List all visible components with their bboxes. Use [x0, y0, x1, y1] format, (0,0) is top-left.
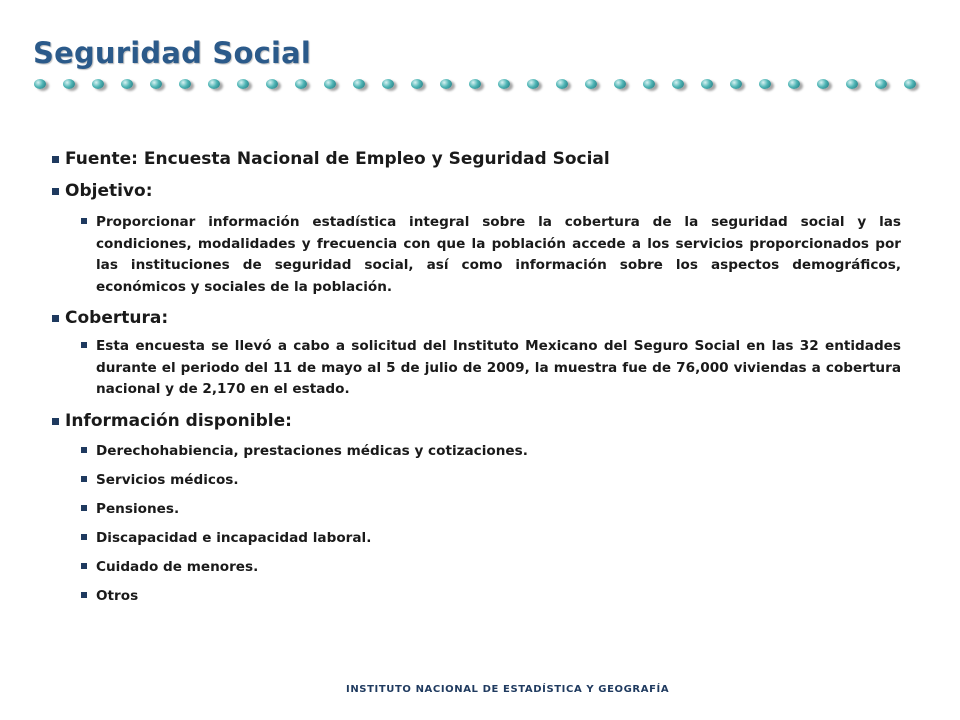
decorative-dot — [643, 79, 655, 89]
bullet-cobertura-heading: Cobertura: — [65, 308, 169, 328]
decorative-dot — [846, 79, 858, 89]
decorative-dot — [875, 79, 887, 89]
decorative-dot — [150, 79, 162, 89]
decorative-dot — [92, 79, 104, 89]
list-item — [81, 441, 901, 463]
decorative-dot — [788, 79, 800, 89]
square-bullet-icon — [81, 447, 87, 453]
decorative-dot — [208, 79, 220, 89]
square-bullet-icon — [81, 476, 87, 482]
list-item — [81, 470, 901, 492]
decorative-dot — [63, 79, 75, 89]
decorative-dot — [672, 79, 684, 89]
decorative-dot — [353, 79, 365, 89]
decorative-dot — [701, 79, 713, 89]
footer-institution: INSTITUTO NACIONAL DE ESTADÍSTICA Y GEOGRAFÍA — [346, 684, 670, 695]
bullet-informacion-heading: Información disponible: — [65, 411, 292, 431]
decorative-dot — [904, 79, 916, 89]
decorative-dot — [295, 79, 307, 89]
decorative-dot — [730, 79, 742, 89]
bullet-fuente — [52, 148, 912, 170]
square-bullet-icon — [81, 342, 87, 348]
bullet-objetivo-heading: Objetivo: — [65, 181, 153, 201]
sub-bullet-cobertura — [81, 336, 901, 401]
sub-bullet-objetivo — [81, 212, 901, 298]
decorative-dot — [498, 79, 510, 89]
informacion-item: Cuidado de menores. — [96, 559, 259, 575]
bullet-cobertura — [52, 307, 912, 329]
objetivo-description: Proporcionar información estadística integral sobre la cobertura de la seguridad social y las condiciones, modalidades y frecuencia con que la población accede a los servicios proporcionados por las instituciones de seguridad social, así como información sobre los aspectos demográficos, económicos y sociales de la población. — [96, 214, 901, 295]
informacion-item: Discapacidad e incapacidad laboral. — [96, 530, 372, 546]
cobertura-description: Esta encuesta se llevó a cabo a solicitud del Instituto Mexicano del Seguro Social en las 32 entidades durante el periodo del 11 de mayo al 5 de julio de 2009, la muestra fue de 76,000 viviendas a cobertura nacional y de 2,170 en el estado. — [96, 338, 901, 397]
decorative-dot — [237, 79, 249, 89]
list-item — [81, 499, 901, 521]
square-bullet-icon — [81, 505, 87, 511]
decorative-dot — [585, 79, 597, 89]
list-item — [81, 586, 901, 608]
square-bullet-icon — [81, 563, 87, 569]
decorative-dot — [440, 79, 452, 89]
informacion-item: Otros — [96, 588, 139, 604]
decorative-dot — [324, 79, 336, 89]
bullet-fuente-text: Fuente: Encuesta Nacional de Empleo y Seguridad Social — [65, 149, 610, 169]
square-bullet-icon — [81, 218, 87, 224]
decorative-dot — [121, 79, 133, 89]
decorative-dot — [817, 79, 829, 89]
decorative-dot — [556, 79, 568, 89]
informacion-item: Servicios médicos. — [96, 472, 239, 488]
list-item — [81, 528, 901, 550]
bullet-informacion — [52, 410, 912, 432]
decorative-dot — [527, 79, 539, 89]
list-item — [81, 557, 901, 579]
square-bullet-icon — [52, 188, 59, 195]
decorative-dot — [411, 79, 423, 89]
square-bullet-icon — [81, 534, 87, 540]
decorative-dot — [382, 79, 394, 89]
square-bullet-icon — [81, 592, 87, 598]
decorative-dot — [614, 79, 626, 89]
decorative-dot — [34, 79, 46, 89]
square-bullet-icon — [52, 156, 59, 163]
bullet-objetivo — [52, 180, 912, 202]
informacion-item: Derechohabiencia, prestaciones médicas y cotizaciones. — [96, 443, 528, 459]
informacion-item: Pensiones. — [96, 501, 180, 517]
slide-title: Seguridad Social — [33, 36, 312, 70]
square-bullet-icon — [52, 315, 59, 322]
decorative-dot — [266, 79, 278, 89]
square-bullet-icon — [52, 418, 59, 425]
decorative-dot — [469, 79, 481, 89]
decorative-dot — [179, 79, 191, 89]
decorative-dot-line — [34, 79, 916, 89]
decorative-dot — [759, 79, 771, 89]
